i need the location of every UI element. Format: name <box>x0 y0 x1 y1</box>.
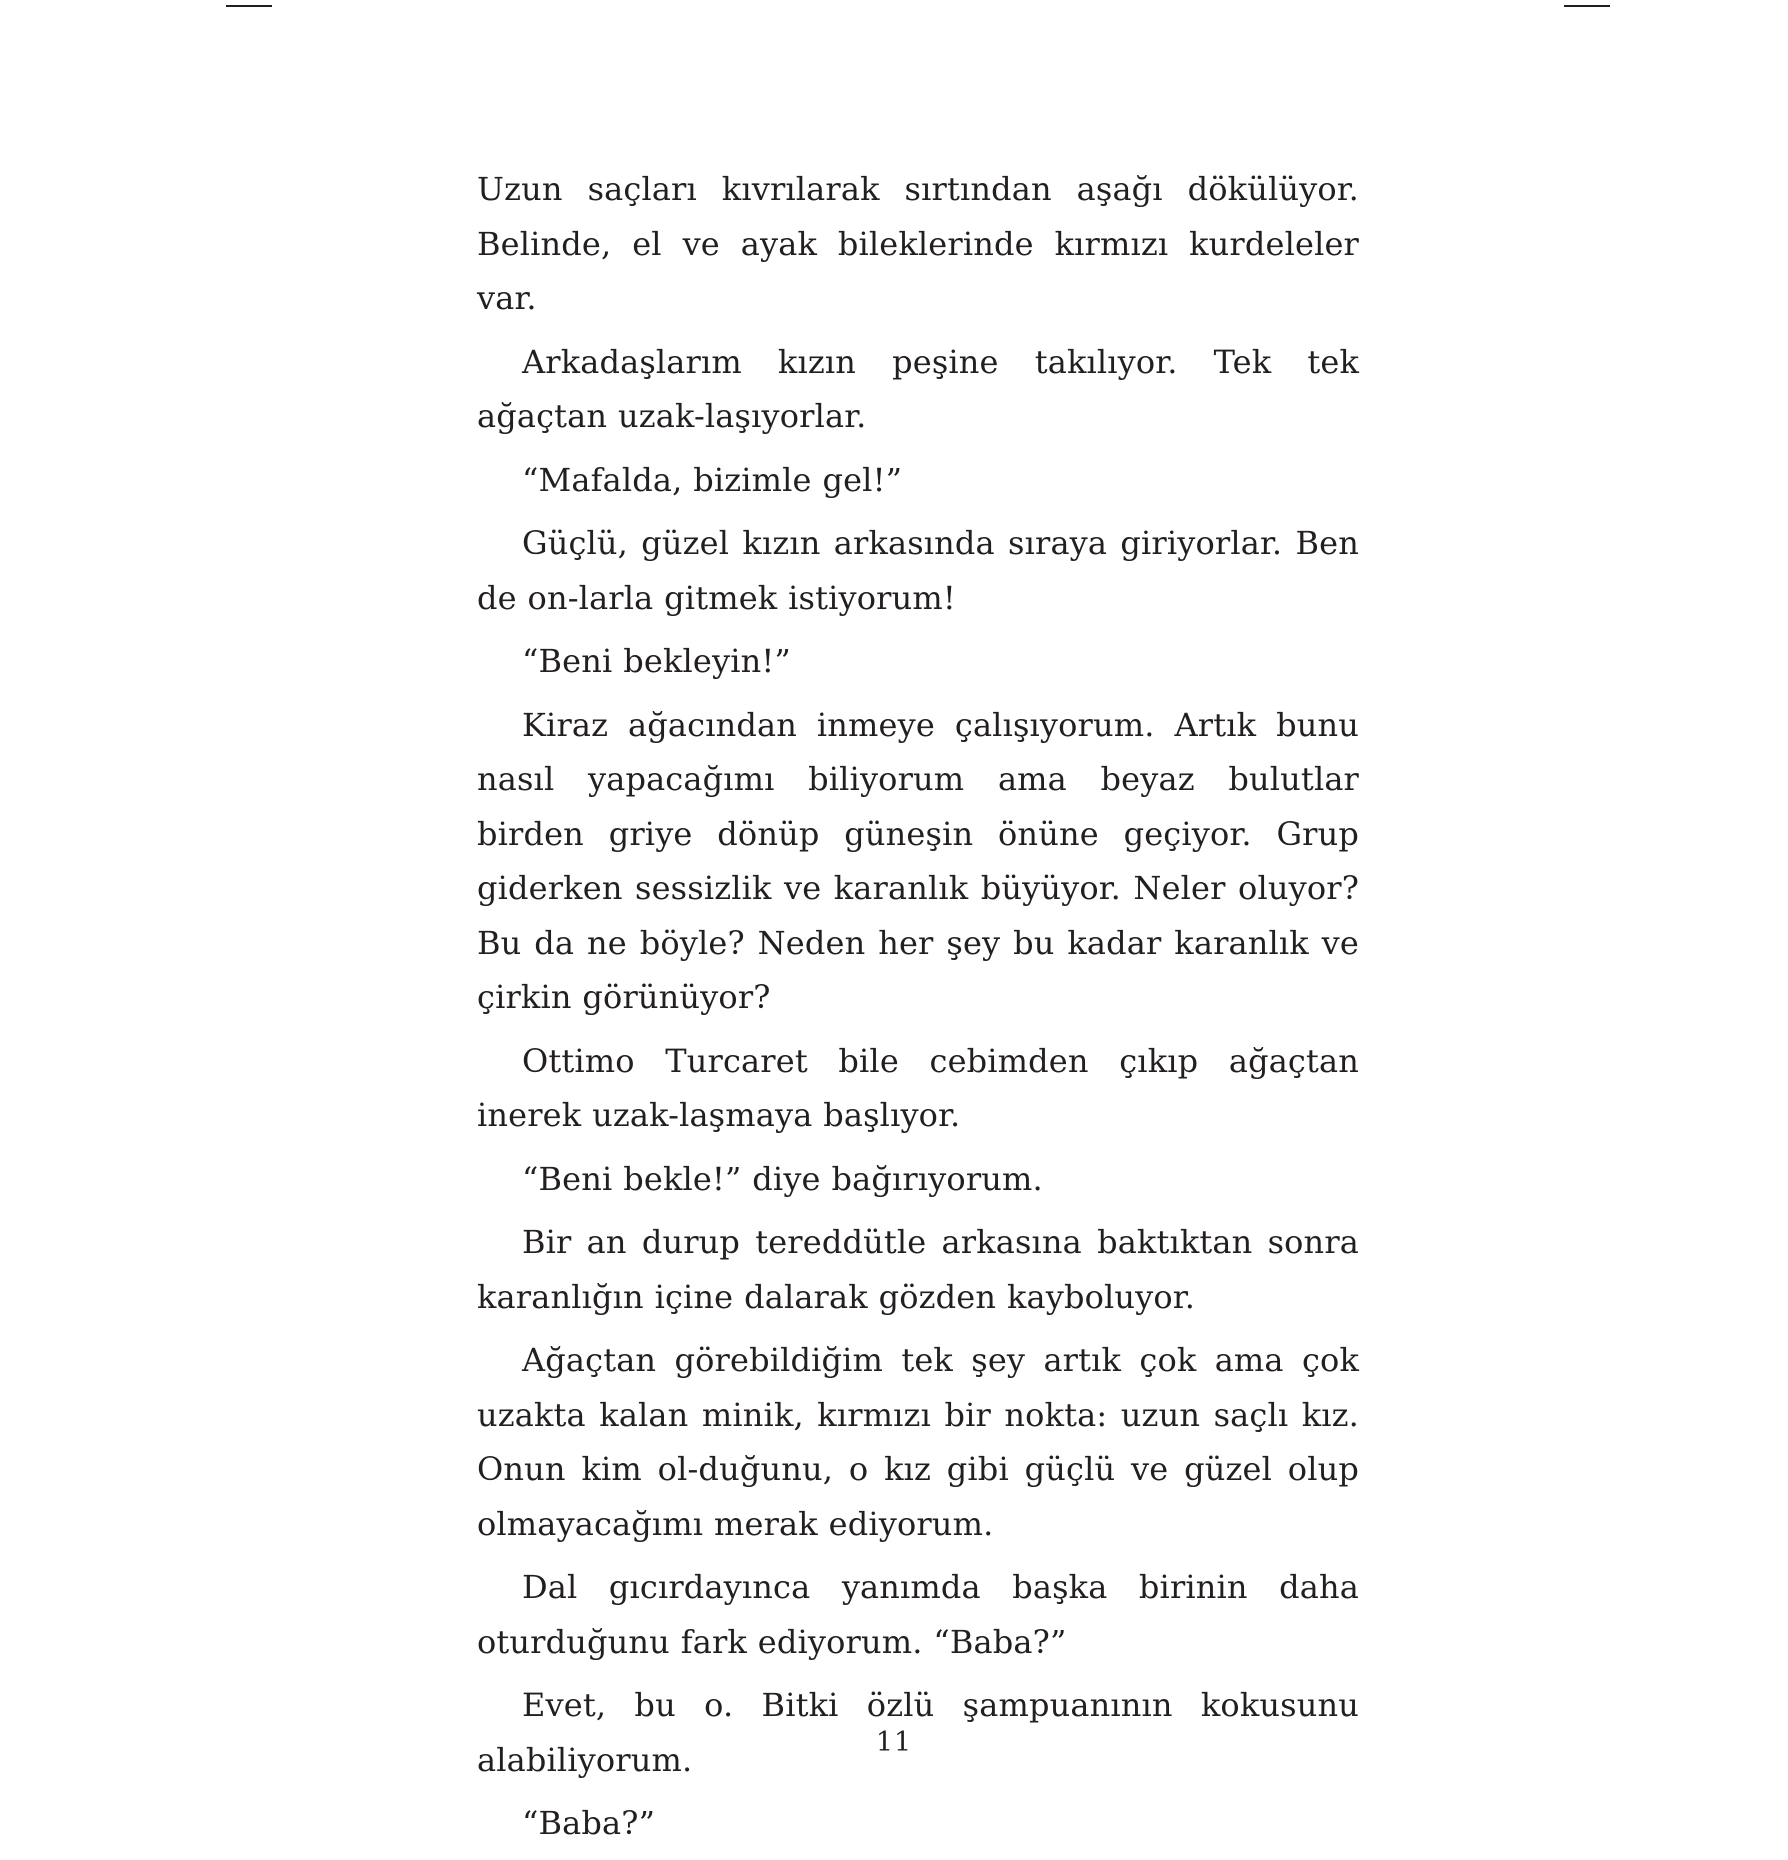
paragraph: Bir an durup tereddütle arkasına baktıktan sonra karanlığın içine dalarak gözden kayboluyor. <box>477 1223 1359 1316</box>
crop-mark-left <box>226 5 272 7</box>
paragraph: Ottimo Turcaret bile cebimden çıkıp ağaçtan inerek uzak-laşmaya başlıyor. <box>477 1041 1359 1134</box>
paragraph: Ağaçtan görebildiğim tek şey artık çok ama çok uzakta kalan minik, kırmızı bir nokta: uzun saçlı kız. Onun kim ol-duğunu, o kız gibi güçlü ve güzel olup olmayacağımı merak ediyorum. <box>477 1341 1359 1543</box>
page-number: 11 <box>875 1727 913 1758</box>
body-text <box>477 162 1359 1860</box>
paragraph: “Baba?” <box>522 1804 656 1842</box>
paragraph: Uzun saçları kıvrılarak sırtından aşağı dökülüyor. Belinde, el ve ayak bileklerinde kırmızı kurdeleler var. <box>477 170 1359 317</box>
paragraph: Güçlü, güzel kızın arkasında sıraya giriyorlar. Ben de on-larla gitmek istiyorum! <box>477 524 1359 617</box>
crop-mark-right <box>1564 5 1610 7</box>
paragraph: Kiraz ağacından inmeye çalışıyorum. Artık bunu nasıl yapacağımı biliyorum ama beyaz bulutlar birden griye dönüp güneşin önüne geçiyor. Grup giderken sessizlik ve karanlık büyüyor. Neler oluyor? Bu da ne böyle? Neden her şey bu kadar karanlık ve çirkin görünüyor? <box>477 705 1359 1016</box>
paragraph: Evet, bu o. Bitki özlü şampuanının kokusunu alabiliyorum. <box>477 1686 1359 1779</box>
paragraph: “Beni bekle!” diye bağırıyorum. <box>522 1159 1043 1198</box>
paragraph: “Beni bekleyin!” <box>522 642 791 680</box>
paragraph: Dal gıcırdayınca yanımda başka birinin daha oturduğunu fark ediyorum. “Baba?” <box>477 1568 1359 1661</box>
paragraph: Arkadaşlarım kızın peşine takılıyor. Tek tek ağaçtan uzak-laşıyorlar. <box>477 342 1359 435</box>
paragraph: “Mafalda, bizimle gel!” <box>522 460 903 499</box>
